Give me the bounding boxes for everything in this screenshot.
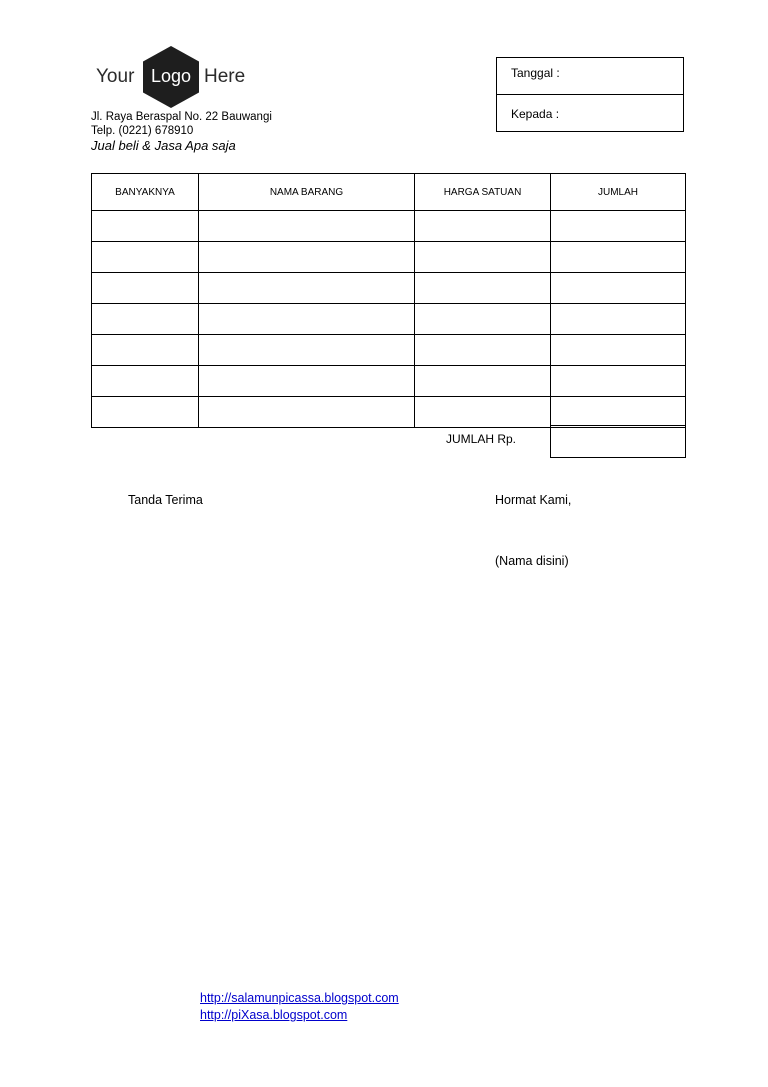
amount-cell[interactable] <box>551 366 686 397</box>
table-body <box>92 211 686 428</box>
table-header-row <box>92 174 686 211</box>
unit-price-cell[interactable] <box>415 211 551 242</box>
receiver-signature-label: Tanda Terima <box>128 493 203 507</box>
unit-price-cell[interactable] <box>415 242 551 273</box>
amount-cell[interactable] <box>551 397 686 428</box>
footer-link-2[interactable]: http://piXasa.blogspot.com <box>200 1008 348 1022</box>
total-label: JUMLAH Rp. <box>446 432 517 446</box>
unit-price-cell[interactable] <box>415 397 551 428</box>
table-row <box>92 397 686 428</box>
item-name-cell[interactable] <box>199 273 415 304</box>
recipient-label: Kepada : <box>511 107 560 121</box>
table-row <box>92 335 686 366</box>
unit-price-cell[interactable] <box>415 366 551 397</box>
company-logo <box>96 46 256 108</box>
quantity-cell[interactable] <box>92 397 199 428</box>
quantity-cell[interactable] <box>92 273 199 304</box>
amount-cell[interactable] <box>551 335 686 366</box>
sender-name: (Nama disini) <box>495 554 569 568</box>
amount-cell[interactable] <box>551 273 686 304</box>
unit-price-cell[interactable] <box>415 335 551 366</box>
header-quantity: BANYAKNYA <box>92 174 199 211</box>
item-name-cell[interactable] <box>199 211 415 242</box>
table-row <box>92 304 686 335</box>
table-row <box>92 366 686 397</box>
item-name-cell[interactable] <box>199 304 415 335</box>
table-row <box>92 242 686 273</box>
quantity-cell[interactable] <box>92 242 199 273</box>
header-item-name: NAMA BARANG <box>199 174 415 211</box>
logo-text-right: Here <box>204 66 246 87</box>
footer-link-1[interactable]: http://salamunpicassa.blogspot.com <box>200 991 399 1005</box>
amount-cell[interactable] <box>551 304 686 335</box>
amount-cell[interactable] <box>551 242 686 273</box>
header-amount: JUMLAH <box>551 174 686 211</box>
quantity-cell[interactable] <box>92 366 199 397</box>
header-unit-price: HARGA SATUAN <box>415 174 551 211</box>
quantity-cell[interactable] <box>92 335 199 366</box>
recipient-field[interactable] <box>497 95 683 131</box>
date-field[interactable] <box>497 58 683 95</box>
footer-links <box>200 990 399 1024</box>
logo-text-left: Your <box>96 66 135 87</box>
company-address: Jl. Raya Beraspal No. 22 Bauwangi <box>91 111 272 123</box>
date-label: Tanggal : <box>511 66 560 80</box>
amount-cell[interactable] <box>551 211 686 242</box>
sender-signature-label: Hormat Kami, <box>495 493 572 507</box>
item-name-cell[interactable] <box>199 366 415 397</box>
table-row <box>92 211 686 242</box>
company-tagline: Jual beli & Jasa Apa saja <box>91 138 236 153</box>
item-name-cell[interactable] <box>199 335 415 366</box>
item-name-cell[interactable] <box>199 397 415 428</box>
table-row <box>92 273 686 304</box>
unit-price-cell[interactable] <box>415 304 551 335</box>
quantity-cell[interactable] <box>92 211 199 242</box>
logo-text-middle: Logo <box>150 66 192 86</box>
quantity-cell[interactable] <box>92 304 199 335</box>
invoice-table <box>91 173 686 428</box>
item-name-cell[interactable] <box>199 242 415 273</box>
total-amount-cell[interactable] <box>550 425 686 458</box>
company-phone: Telp. (0221) 678910 <box>91 125 194 137</box>
unit-price-cell[interactable] <box>415 273 551 304</box>
info-box <box>496 57 684 132</box>
